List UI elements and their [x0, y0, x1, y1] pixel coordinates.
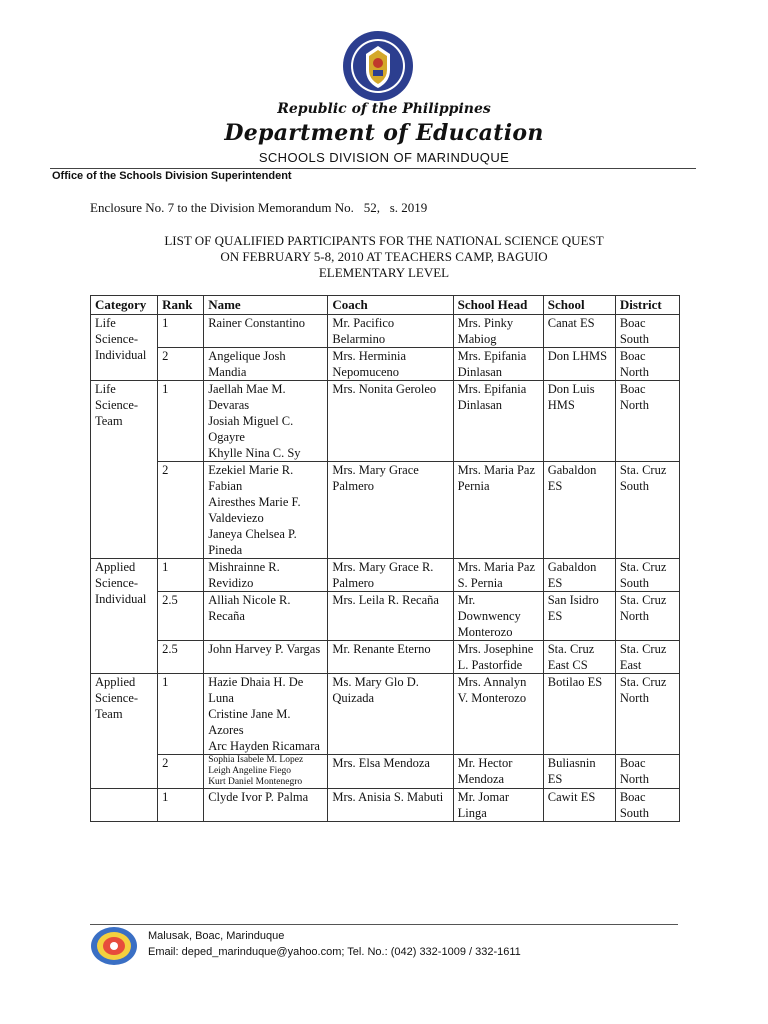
- participant-name: Clyde Ivor P. Palma: [208, 790, 309, 804]
- deped-seal-logo: [342, 30, 414, 102]
- cell-rank: 1: [158, 315, 204, 348]
- cell-district: Sta. Cruz North: [615, 592, 679, 641]
- cell-rank: 1: [158, 381, 204, 462]
- enclosure-prefix: Enclosure No. 7 to the Division Memorandum No.: [90, 200, 354, 215]
- cell-school-head: Mrs. Maria Paz Pernia: [453, 462, 543, 559]
- cell-rank: 2: [158, 755, 204, 789]
- cell-coach: Mr. Pacifico Belarmino: [328, 315, 453, 348]
- cell-school-head: Mrs. Epifania Dinlasan: [453, 348, 543, 381]
- participant-name: Arc Hayden Ricamara: [208, 739, 320, 753]
- cell-rank: 2.5: [158, 592, 204, 641]
- cell-school: Canat ES: [543, 315, 615, 348]
- cell-school: San Isidro ES: [543, 592, 615, 641]
- cell-district: Boac North: [615, 755, 679, 789]
- title-line-1: LIST OF QUALIFIED PARTICIPANTS FOR THE NATIONAL SCIENCE QUEST: [164, 233, 604, 248]
- cell-school-head: Mr. Downwency Monterozo: [453, 592, 543, 641]
- cell-school: Buliasnin ES: [543, 755, 615, 789]
- cell-school-head: Mr. Jomar Linga: [453, 789, 543, 822]
- cell-coach: Mrs. Mary Grace Palmero: [328, 462, 453, 559]
- cell-school-head: Mrs. Josephine L. Pastorfide: [453, 641, 543, 674]
- department-heading: Department of Education: [224, 120, 544, 146]
- participant-name: Angelique Josh Mandia: [208, 349, 286, 379]
- cell-name: [204, 789, 328, 822]
- memo-number: 52,: [363, 200, 380, 215]
- table-row: [91, 789, 680, 822]
- cell-district: Sta. Cruz South: [615, 462, 679, 559]
- cell-name: [204, 674, 328, 755]
- cell-district: Boac North: [615, 348, 679, 381]
- cell-coach: Mrs. Herminia Nepomuceno: [328, 348, 453, 381]
- cell-category: Applied Science-Individual: [91, 559, 158, 674]
- participant-name: Airesthes Marie F. Valdeviezo: [208, 495, 301, 525]
- cell-coach: Mrs. Anisia S. Mabuti: [328, 789, 453, 822]
- participant-name: Josiah Miguel C. Ogayre: [208, 414, 294, 444]
- cell-school: Don LHMS: [543, 348, 615, 381]
- cell-school: Gabaldon ES: [543, 462, 615, 559]
- cell-category: Life Science-Team: [91, 381, 158, 559]
- cell-coach: Mrs. Nonita Geroleo: [328, 381, 453, 462]
- table-row: [91, 462, 680, 559]
- document-title: [0, 233, 768, 281]
- cell-coach: Mrs. Mary Grace R. Palmero: [328, 559, 453, 592]
- cell-coach: Mrs. Elsa Mendoza: [328, 755, 453, 789]
- division-heading: SCHOOLS DIVISION OF MARINDUQUE: [258, 150, 510, 165]
- cell-name: [204, 348, 328, 381]
- cell-school-head: Mrs. Maria Paz S. Pernia: [453, 559, 543, 592]
- participant-name: Hazie Dhaia H. De Luna: [208, 675, 304, 705]
- header-district: District: [615, 296, 679, 315]
- table-row: [91, 381, 680, 462]
- participant-name: Khylle Nina C. Sy: [208, 446, 301, 460]
- participant-name: Kurt Daniel Montenegro: [208, 777, 303, 787]
- cell-school: Gabaldon ES: [543, 559, 615, 592]
- cell-coach: Ms. Mary Glo D. Quizada: [328, 674, 453, 755]
- participants-table: [90, 295, 680, 822]
- cell-rank: 1: [158, 789, 204, 822]
- cell-school-head: Mrs. Epifania Dinlasan: [453, 381, 543, 462]
- table-row: [91, 592, 680, 641]
- title-line-2: ON FEBRUARY 5-8, 2010 AT TEACHERS CAMP, BAGUIO: [220, 249, 548, 264]
- cell-rank: 2: [158, 462, 204, 559]
- cell-name: [204, 755, 328, 789]
- cell-rank: 1: [158, 674, 204, 755]
- table-row: [91, 348, 680, 381]
- participant-name: John Harvey P. Vargas: [208, 642, 321, 656]
- header-divider: [50, 168, 696, 169]
- republic-heading: Republic of the Philippines: [277, 101, 491, 117]
- header-category: Category: [91, 296, 158, 315]
- participant-name: Leigh Angeline Fiego: [208, 766, 292, 776]
- cell-coach: Mr. Renante Eterno: [328, 641, 453, 674]
- cell-school: Botilao ES: [543, 674, 615, 755]
- table-row: [91, 755, 680, 789]
- cell-district: Boac South: [615, 315, 679, 348]
- cell-name: [204, 592, 328, 641]
- table-header-row: [91, 296, 680, 315]
- title-line-3: ELEMENTARY LEVEL: [318, 265, 450, 280]
- footer-address: Malusak, Boac, Marinduque: [148, 930, 285, 942]
- cell-district: Boac South: [615, 789, 679, 822]
- header-name: Name: [204, 296, 328, 315]
- participant-name: Sophia Isabele M. Lopez: [208, 755, 304, 765]
- memo-series: s. 2019: [389, 200, 428, 215]
- cell-name: [204, 462, 328, 559]
- cell-rank: 1: [158, 559, 204, 592]
- cell-district: Sta. Cruz North: [615, 674, 679, 755]
- cell-district: Sta. Cruz South: [615, 559, 679, 592]
- table-row: [91, 641, 680, 674]
- header-rank: Rank: [158, 296, 204, 315]
- footer-divider: [90, 924, 678, 925]
- participant-name: Janeya Chelsea P. Pineda: [208, 527, 297, 557]
- cell-district: Sta. Cruz East: [615, 641, 679, 674]
- participant-name: Ezekiel Marie R. Fabian: [208, 463, 294, 493]
- participant-name: Rainer Constantino: [208, 316, 306, 330]
- cell-school: Don Luis HMS: [543, 381, 615, 462]
- cell-category: Life Science-Individual: [91, 315, 158, 381]
- office-label: Office of the Schools Division Superintendent: [52, 170, 292, 182]
- cell-rank: 2.5: [158, 641, 204, 674]
- header-school-head: School Head: [453, 296, 543, 315]
- cell-category: [91, 789, 158, 822]
- cell-coach: Mrs. Leila R. Recaña: [328, 592, 453, 641]
- footer-contact: Email: deped_marinduque@yahoo.com; Tel. No.: (042) 332-1009 / 332-1611: [148, 946, 521, 958]
- cell-rank: 2: [158, 348, 204, 381]
- table-row: [91, 315, 680, 348]
- table-row: [91, 559, 680, 592]
- table-row: [91, 674, 680, 755]
- cell-category: Applied Science-Team: [91, 674, 158, 789]
- participant-name: Cristine Jane M. Azores: [208, 707, 291, 737]
- cell-name: [204, 315, 328, 348]
- cell-district: Boac North: [615, 381, 679, 462]
- participant-name: Mishrainne R. Revidizo: [208, 560, 280, 590]
- cell-name: [204, 381, 328, 462]
- cell-school-head: Mrs. Pinky Mabiog: [453, 315, 543, 348]
- header-school: School: [543, 296, 615, 315]
- enclosure-line: [90, 200, 427, 216]
- cell-school-head: Mr. Hector Mendoza: [453, 755, 543, 789]
- cell-name: [204, 641, 328, 674]
- header-coach: Coach: [328, 296, 453, 315]
- cell-school-head: Mrs. Annalyn V. Monterozo: [453, 674, 543, 755]
- cell-school: Sta. Cruz East CS: [543, 641, 615, 674]
- participant-name: Alliah Nicole R. Recaña: [208, 593, 291, 623]
- division-logo: [90, 926, 138, 966]
- cell-name: [204, 559, 328, 592]
- cell-school: Cawit ES: [543, 789, 615, 822]
- participant-name: Jaellah Mae M. Devaras: [208, 382, 286, 412]
